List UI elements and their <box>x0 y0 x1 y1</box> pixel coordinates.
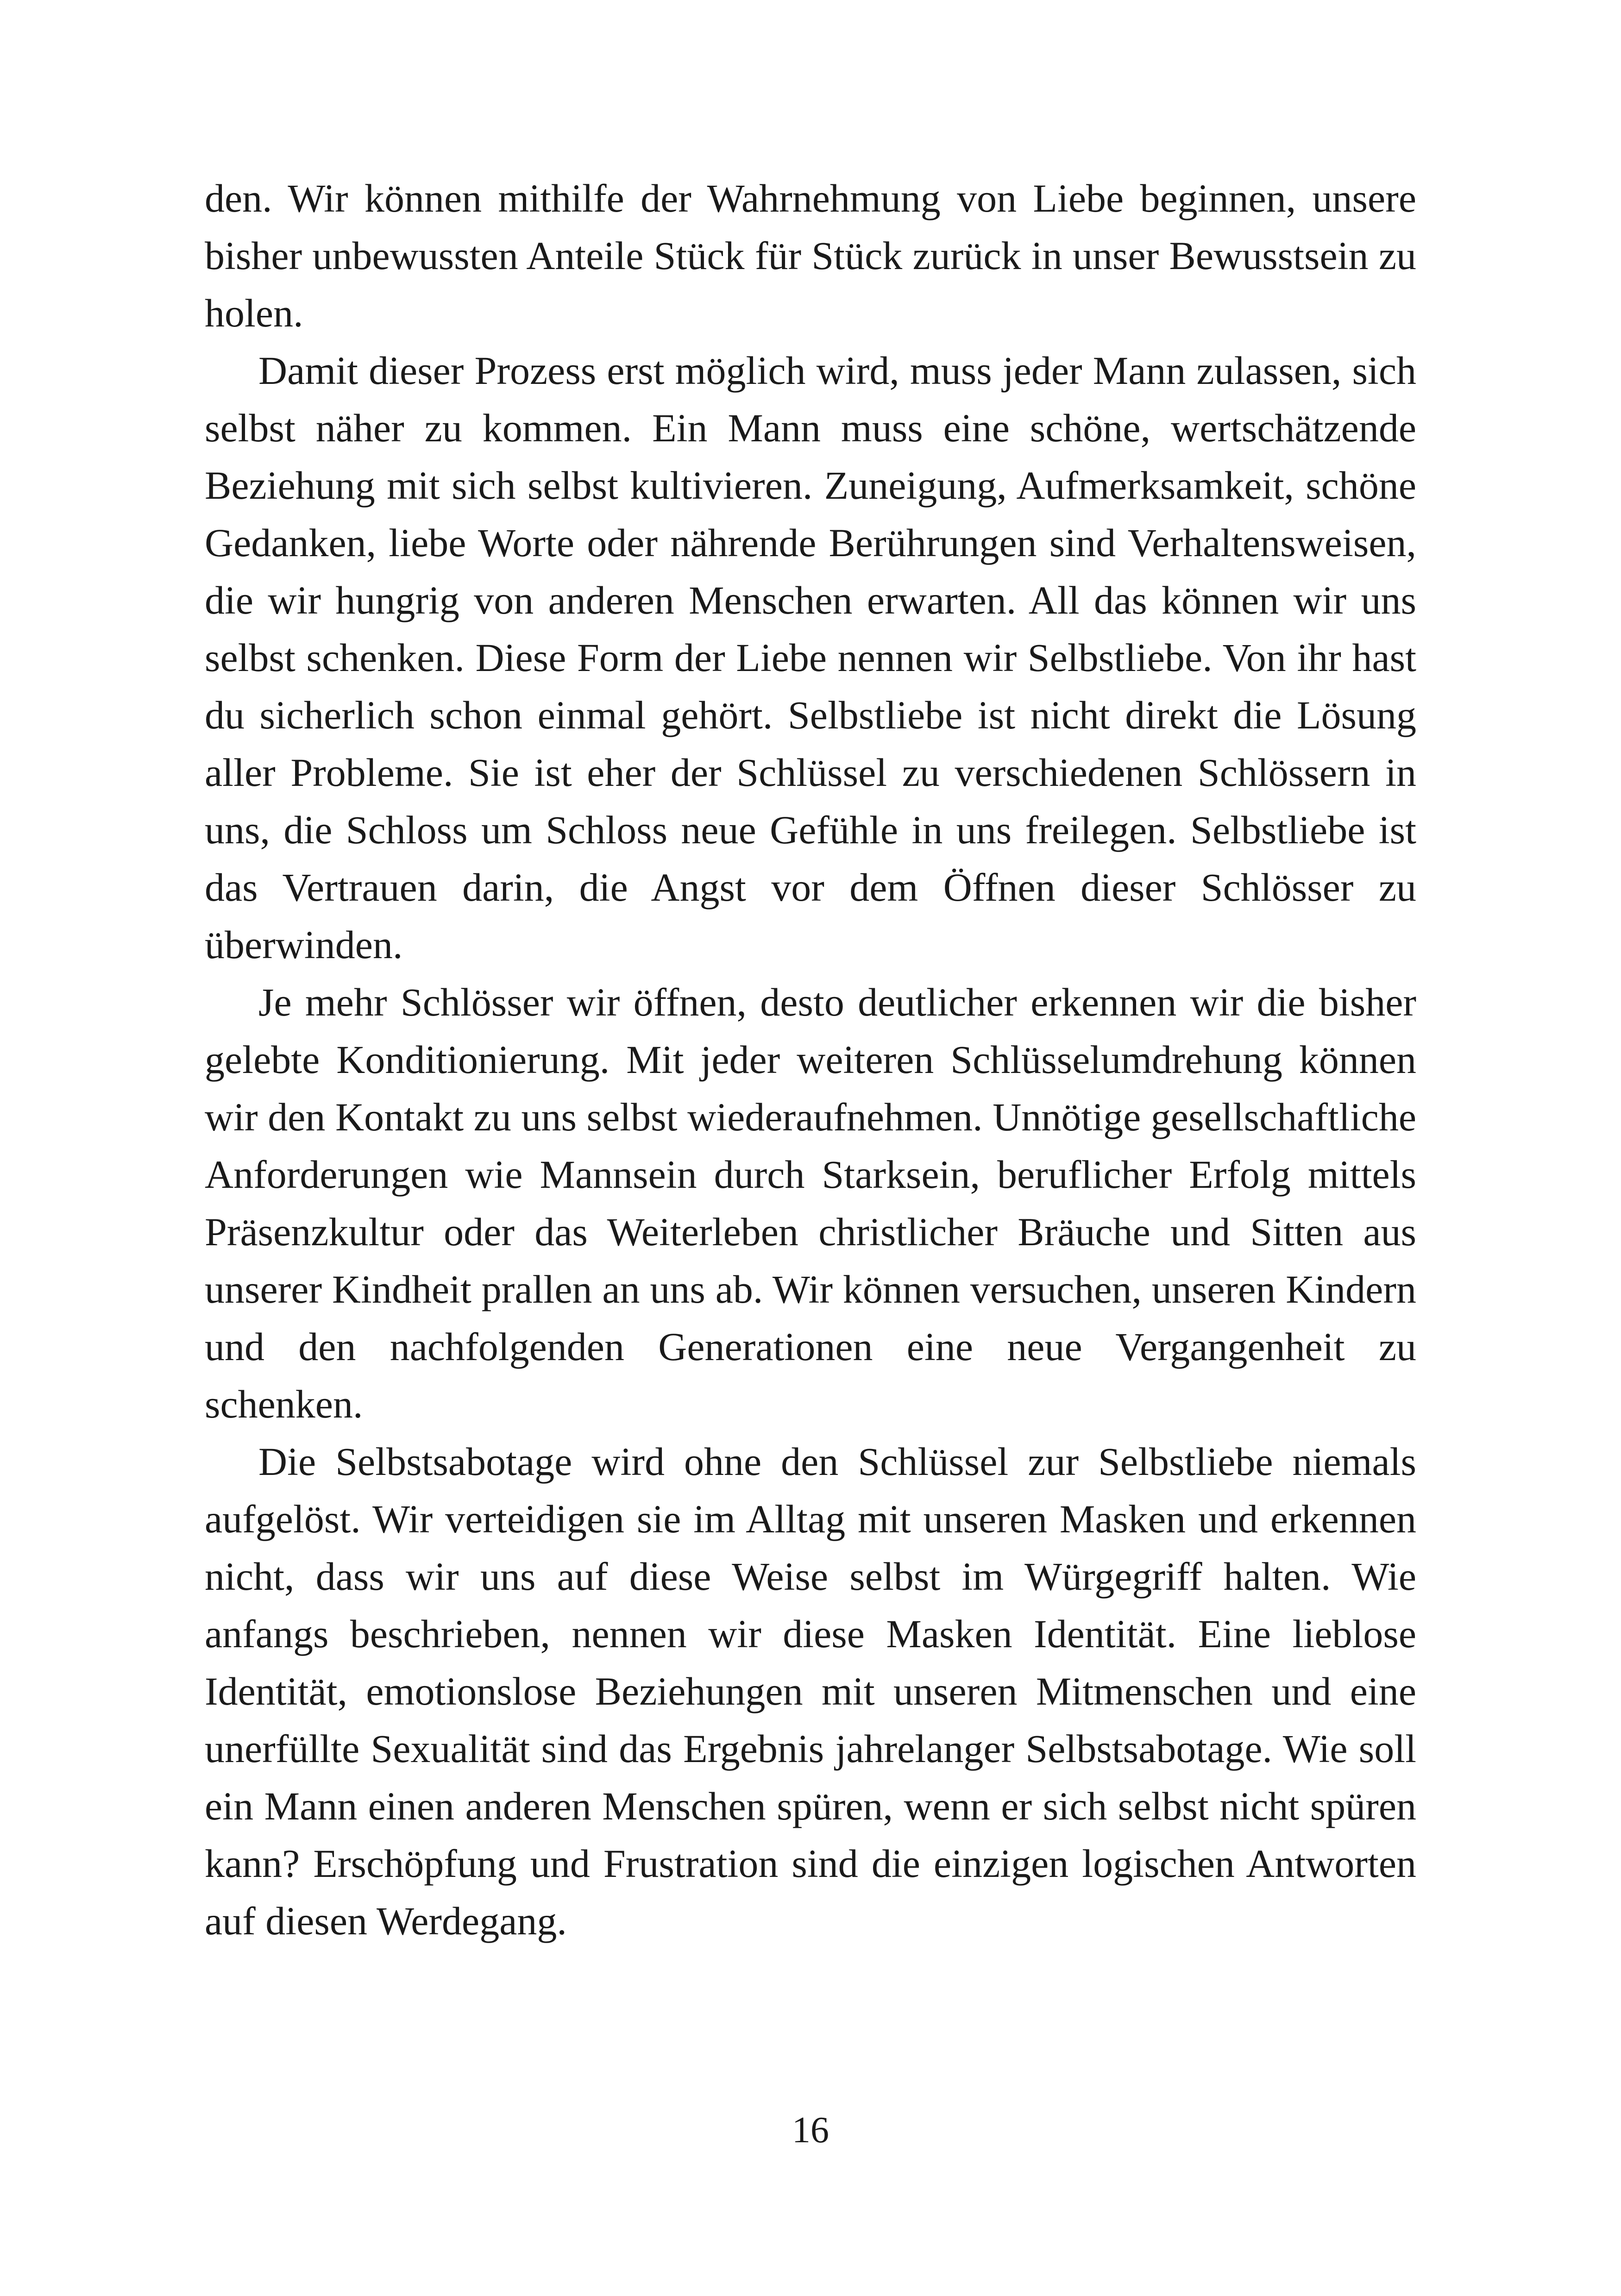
paragraph: Damit dieser Prozess erst möglich wird, muss jeder Mann zulassen, sich selbst näher zu kommen. Ein Mann muss eine schöne, wertschätzende Beziehung mit sich selbst kultivieren. Zuneigung, Aufmerksamkeit, schöne Gedanken, liebe Worte oder nährende Berührungen sind Verhaltensweisen, die wir hungrig von anderen Menschen erwarten. All das können wir uns selbst schenken. Diese Form der Liebe nennen wir Selbstliebe. Von ihr hast du sicherlich schon einmal gehört. Selbstliebe ist nicht direkt die Lösung aller Probleme. Sie ist eher der Schlüssel zu verschiedenen Schlössern in uns, die Schloss um Schloss neue Gefühle in uns freilegen. Selbstliebe ist das Vertrauen darin, die Angst vor dem Öffnen dieser Schlösser zu überwinden. <box>205 348 1416 967</box>
paragraph: Die Selbstsabotage wird ohne den Schlüssel zur Selbstliebe niemals aufgelöst. Wir verteidigen sie im Alltag mit unseren Masken und erkennen nicht, dass wir uns auf diese Weise selbst im Würgegriff halten. Wie anfangs beschrieben, nennen wir diese Masken Identität. Eine lieblose Identität, emotionslose Beziehungen mit unseren Mitmenschen und eine unerfüllte Sexualität sind das Ergebnis jahrelanger Selbstsabotage. Wie soll ein Mann einen anderen Menschen spüren, wenn er sich selbst nicht spüren kann? Erschöpfung und Frustration sind die einzigen logischen Antworten auf diesen Werdegang. <box>205 1439 1416 1943</box>
body-text <box>205 169 1416 1950</box>
paragraph: Je mehr Schlösser wir öffnen, desto deutlicher erkennen wir die bisher gelebte Konditionierung. Mit jeder weiteren Schlüsselumdrehung können wir den Kontakt zu uns selbst wiederaufnehmen. Unnötige gesellschaftliche Anforderungen wie Mannsein durch Starksein, beruflicher Erfolg mittels Präsenzkultur oder das Weiterleben christlicher Bräuche und Sitten aus unserer Kindheit prallen an uns ab. Wir können versuchen, unseren Kindern und den nachfolgenden Generationen eine neue Vergangenheit zu schenken. <box>205 980 1416 1426</box>
paragraph-continued: den. Wir können mithilfe der Wahrnehmung von Liebe beginnen, unsere bisher unbewussten Anteile Stück für Stück zurück in unser Bewusstsein zu holen. <box>205 176 1416 335</box>
page-number: 16 <box>792 2110 829 2151</box>
